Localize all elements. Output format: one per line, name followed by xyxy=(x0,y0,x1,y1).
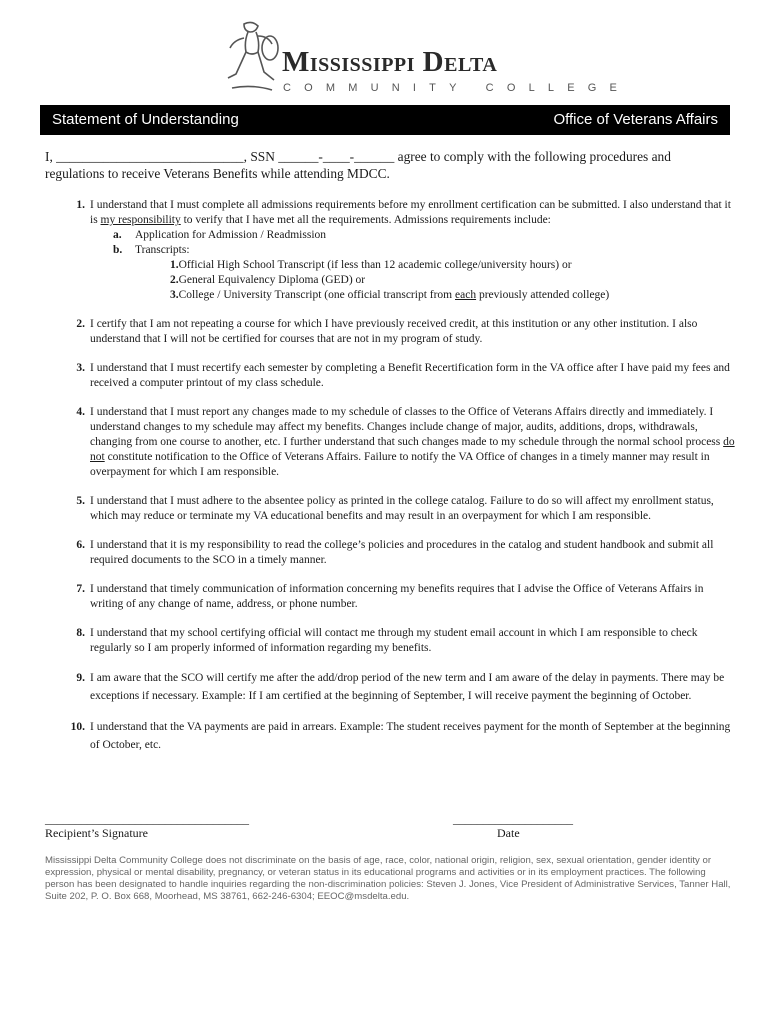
item-number: 5. xyxy=(76,495,85,507)
transcript-options xyxy=(90,258,735,303)
sub-item-text: Application for Admission / Readmission xyxy=(135,229,327,241)
signature-line[interactable]: __________________________________ xyxy=(45,812,249,826)
sub-item xyxy=(90,243,735,258)
item-text: I understand that my school certifying official will contact me through my student email account in which I am responsible to check regularly so I am properly informed of information regarding my benefits. xyxy=(90,627,698,654)
logo-subline: COMMUNITY COLLEGE xyxy=(283,82,631,94)
option-text: College / University Transcript (one official transcript from xyxy=(178,289,455,301)
list-item xyxy=(45,494,735,524)
item-text: I understand that timely communication of information concerning my benefits requires that I advise the Office of Veterans Affairs in writing of any change of name, address, or phone number. xyxy=(90,583,704,610)
list-item xyxy=(45,405,735,480)
item-text: I certify that I am not repeating a course for which I have previously received credit, at this institution or any other institution. I also understand that I will not be certified for courses that are not in my program of study. xyxy=(90,318,698,345)
transcript-option xyxy=(170,258,735,273)
option-number: 1. xyxy=(170,259,179,271)
emphasis-text: my responsibility xyxy=(100,214,181,226)
item-number: 7. xyxy=(76,583,85,595)
item-number: 10. xyxy=(70,721,85,733)
option-text: Official High School Transcript (if less than 12 academic college/university hours) or xyxy=(178,259,572,271)
item-number: 2. xyxy=(76,318,85,330)
list-item xyxy=(45,317,735,347)
item-text: constitute notification to the Office of Veterans Affairs. Failure to notify the VA Office of changes in a timely manner may result in overpayment for which I am responsible. xyxy=(90,451,710,478)
list-item xyxy=(45,719,735,754)
transcript-option xyxy=(170,273,735,288)
date-line[interactable]: ____________________ xyxy=(453,812,573,826)
item-text: I understand that I must report any changes made to my schedule of classes to the Office of Veterans Affairs directly and immediately. I understand changes to my schedule may affect my benefits. Changes include change of major, audits, additions, drops, withdrawals, changing from one course to another, etc. I further understand that such changes made to my schedule through the normal school process xyxy=(90,406,724,448)
item-text: to verify that I have met all the requirements. Admissions requirements include: xyxy=(180,214,551,226)
date-label: Date xyxy=(497,826,520,840)
sub-item-letter: a. xyxy=(113,229,122,241)
admission-requirements xyxy=(90,228,735,258)
intro-statement: I, ____________________________, SSN ______-____-______ agree to comply with the following procedures and regulations to receive Veterans Benefits while attending MDCC. xyxy=(45,149,671,181)
item-text: I understand that it is my responsibility to read the college’s policies and procedures in the catalog and student handbook and submit all required documents to the SCO in a timely manner. xyxy=(90,539,714,566)
item-number: 1. xyxy=(76,199,85,211)
item-number: 4. xyxy=(76,406,85,418)
sub-item-text: Transcripts: xyxy=(135,244,190,256)
item-text: I am aware that the SCO will certify me after the add/drop period of the new term and I am aware of the delay in payments. There may be exceptions if necessary. Example: If I am certified at the beginning of September, I will receive payment the beginning of October. xyxy=(90,672,725,702)
list-item xyxy=(45,538,735,568)
option-text: previously attended college) xyxy=(476,289,610,301)
item-text: I understand that the VA payments are paid in arrears. Example: The student receives payment for the month of September at the beginning of October, etc. xyxy=(90,721,731,751)
list-item xyxy=(45,198,735,303)
item-text: I understand that I must complete all admissions requirements before my enrollment certification can be submitted. I also understand that it is xyxy=(90,199,731,226)
sub-item-letter: b. xyxy=(113,244,123,256)
item-number: 3. xyxy=(76,362,85,374)
item-text: I understand that I must recertify each semester by completing a Benefit Recertification form in the VA office after I have paid my fees and received a computer printout of my class schedule. xyxy=(90,362,730,389)
college-logo xyxy=(222,18,631,98)
document-title: Statement of Understanding xyxy=(52,111,239,128)
option-number: 2. xyxy=(170,274,179,286)
list-item xyxy=(45,670,735,705)
trojan-mascot-icon xyxy=(222,18,282,98)
list-item xyxy=(45,626,735,656)
non-discrimination-notice: Mississippi Delta Community College does not discriminate on the basis of age, race, color, national origin, religion, sex, sexual orientation, gender identity or expression, physical or mental disability, pregnancy, or veteran status in its educational programs and activities or in its employment practices. The following person has been designated to handle inquiries regarding the non-discrimination policies: Steven J. Jones, Vice President of Administrative Services, Tanner Hall, Suite 202, P. O. Box 668, Moorhead, MS 38761, 662-246-6304; EEOC@msdelta.edu. xyxy=(45,855,731,902)
list-item xyxy=(45,582,735,612)
item-number: 6. xyxy=(76,539,85,551)
emphasis-text: do not xyxy=(90,436,735,463)
emphasis-text: each xyxy=(455,289,477,301)
option-text: General Equivalency Diploma (GED) or xyxy=(178,274,366,286)
header-bar xyxy=(40,105,730,135)
office-title: Office of Veterans Affairs xyxy=(553,111,718,128)
option-number: 3. xyxy=(170,289,179,301)
transcript-option xyxy=(170,288,735,303)
understanding-list xyxy=(45,198,735,768)
item-number: 8. xyxy=(76,627,85,639)
item-number: 9. xyxy=(76,672,85,684)
logo-wordmark: Mississippi Delta xyxy=(282,46,498,78)
item-text: I understand that I must adhere to the absentee policy as printed in the college catalog. Failure to do so will affect my enrollment status, which may reduce or terminate my VA educational benefits and may result in an overpayment for which I am responsible. xyxy=(90,495,714,522)
sub-item xyxy=(90,228,735,243)
list-item xyxy=(45,361,735,391)
signature-label: Recipient’s Signature xyxy=(45,826,148,840)
